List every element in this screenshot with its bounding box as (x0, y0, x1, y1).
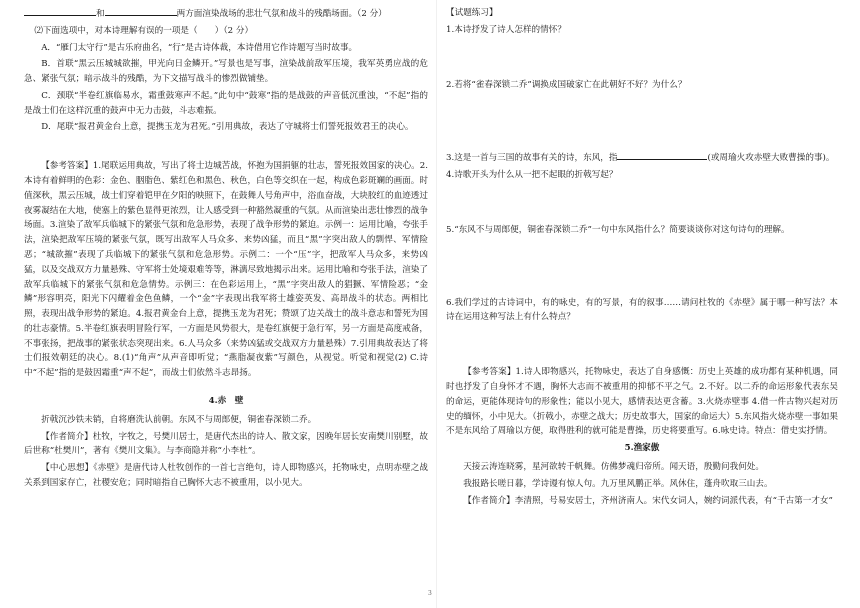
practice-heading: 【试题练习】 (446, 8, 498, 18)
question-5: 5.“东风不与周郎便，铜雀春深锁二乔”一句中东风指什么？简要谈谈你对这句诗句的理解。 (446, 224, 790, 235)
page-number: 3 (428, 590, 432, 597)
author-intro: 【作者简介】杜牧，字牧之，号樊川居士，是唐代杰出的诗人、散文家，因晚年居长安南樊川别墅，故后世称“杜樊川”，著有《樊川文集》。与李商隐并称“小李杜”。 (24, 431, 428, 457)
option-c: C．颈联“半卷红旗临易水，霜重鼓寒声不起。”此句中“鼓寒”指的是战鼓的声音低沉重浊，“不起”指的是战士们在这样沉重的鼓声中无力击鼓，斗志难振。 (24, 90, 428, 116)
option-a: A．“雁门太守行”是古乐府曲名，“行”是古诗体裁，本诗借用它作诗题写当时故事。 (41, 42, 358, 53)
answer-blank (24, 6, 96, 16)
column-divider (436, 0, 437, 608)
poem-line-2: 我报路长嗟日暮，学诗谩有惊人句。九万里风鹏正举。风休住，蓬舟吹取三山去。 (463, 478, 773, 489)
q3-tail: (或周瑜火攻赤壁大败曹操的事)。 (707, 153, 835, 164)
answer-blank (617, 150, 707, 160)
blank-connector: 和 (96, 9, 105, 19)
author-intro: 【作者简介】李清照，号易安居士，齐州济南人。宋代女词人，婉约词派代表，有“千古第一才女” (463, 495, 833, 506)
question-6: 6.我们学过的古诗词中，有的咏史，有的写景，有的叙事……请问杜牧的《赤壁》属于哪一种写法？本诗在运用这种写法上有什么特点？ (446, 297, 838, 323)
fill-blank-line (24, 6, 428, 22)
poem-text: 折戟沉沙铁未销，自将磨洗认前朝。东风不与周郎便，铜雀春深锁二乔。 (41, 414, 317, 425)
reference-answer: 【参考答案】1.诗人即物感兴，托物咏史，表达了自身感慨：历史上英雄的成功都有某种机遇，同时也抒发了自身怀才不遇，胸怀大志而不被重用的抑郁不平之气。2.不好。以二乔的命运形象代表东吴的命运，更能体现诗句的形象性；能以小见大，感情表达更含蓄。3.火烧赤壁事 4.借一件古物兴起对历史的缅怀，小中见大。（折戟小，赤壁之战大；历史故事大，国家的命运大）5.东风指火烧赤壁一事如果不是东风给了周瑜以方便，取得胜利的就可能是曹操，历史将要重写。6.咏史诗。特点：借史实抒情。 (446, 367, 838, 437)
central-idea: 【中心思想】《赤壁》是唐代诗人杜牧创作的一首七言绝句，诗人即物感兴，托物咏史，点明赤壁之战关系到国家存亡，社稷安危；同时暗指自己胸怀大志不被重用，以小见大。 (24, 463, 428, 488)
question-1: 1.本诗抒发了诗人怎样的情怀？ (446, 24, 566, 35)
poem-line-1: 天接云涛连晓雾，星河欲转千帆舞。仿佛梦魂归帝所。闻天语，殷勤问我何处。 (463, 461, 764, 472)
question-4: 4.诗歌开头为什么从一把不起眼的折戟写起？ (446, 170, 618, 181)
q3-text: 3.这是一首与三国的故事有关的诗，东风，指 (446, 153, 618, 164)
poem-title: 5.渔家傲 (624, 443, 660, 454)
question-2: 2.若将“雀春深锁二乔”调换成国破家亡在此朝好不好？为什么？ (446, 79, 687, 90)
question-3 (446, 150, 838, 166)
answer-blank (105, 6, 177, 16)
reference-answer: 【参考答案】1.尾联运用典故，写出了将士边城苦战，怀抱为国捐躯的壮志，誓死报效国家的决心。2.本诗有着鲜明的色彩：金色、胭脂色、紫红色和黑色、秋色，白色等交织在一起，构成色彩斑斓的画面。时值深秋，黑云压城，战士们穿着铠甲在夕阳的映照下，在鼓舞人号角声中，浴血奋战，大块胶红的血迹透过夜雾凝结在大地，使塞上的紫色显得更浓烈，让人感受到一种豁然凝重的气氛。从而渲染出悲壮惨烈的战争场面。3.渲染了敌军兵临城下的紧张气氛和危急形势，表现了战争形势的紧迫。示例一：运用比喻，夸张手法，渲染把敌军压境的紧张气氛，既写出敌军人马众多、来势凶猛，而且“黑”字突出敌人的剽悍、军情险恶；“城欲摧”表现了兵临城下的紧张气氛和危急形势。示例二：一个“压”字，把敌军人马众多，来势凶猛，以及交战双方力量悬殊、守军将士处境艰难等等，淋漓尽致地揭示出来。运用比喻和夸张手法，渲染了敌军兵临城下的紧张气氛和危急情势。示例三：在色彩运用上，“黑”字突出敌人的猖獗、军情险恶；“金鳞”形容明亮，阳光下闪耀着金色鱼鳞，一个“金”字表现出我军将士雄姿英发、高昂战斗的状态。两相比照，表现出战争形势的紧迫。4.报君黄金台上意，提携玉龙为君死；赞颂了边关战士的战斗意志和誓死为国的壮志豪情。5.半卷红旗表明冒险行军，一方面是风势很大，是卷红旗便于急行军，另一方面是高度戒备，不事张扬，把战事的紧张状态突现出来。6.人马众多（来势凶猛或交战双方力量悬殊）7.引用典故表达了将士们报效朝廷的决心。8.(1)“角声”从声音即听觉；“燕脂凝夜紫”写颜色，从视觉。听觉和视觉(2) C.诗中“不起”指的是鼓因霜重“声不起”，而战士们依然斗志昂扬。 (24, 161, 428, 379)
option-d: D．尾联“报君黄金台上意，提携玉龙为君死。”引用典故，表达了守城将士们誓死报效君王的决心。 (41, 122, 414, 133)
question-2: ⑵下面选项中，对本诗理解有误的一项是（ ）（2 分） (34, 25, 254, 36)
poem-title: 4.赤 壁 (208, 395, 244, 406)
blank-tail: 两方面渲染战场的悲壮气氛和战斗的残酷场面。（2 分） (176, 9, 387, 19)
left-column (24, 6, 428, 493)
right-column (446, 6, 838, 510)
option-b: B．首联“黑云压城城欲摧，甲光向日金鳞开。”写景也是写事，渲染战前敌军压境，我军英勇应战的危急、紧张气氛；暗示战斗的残酷，为下文描写战斗的惨烈做铺垫。 (24, 59, 428, 85)
